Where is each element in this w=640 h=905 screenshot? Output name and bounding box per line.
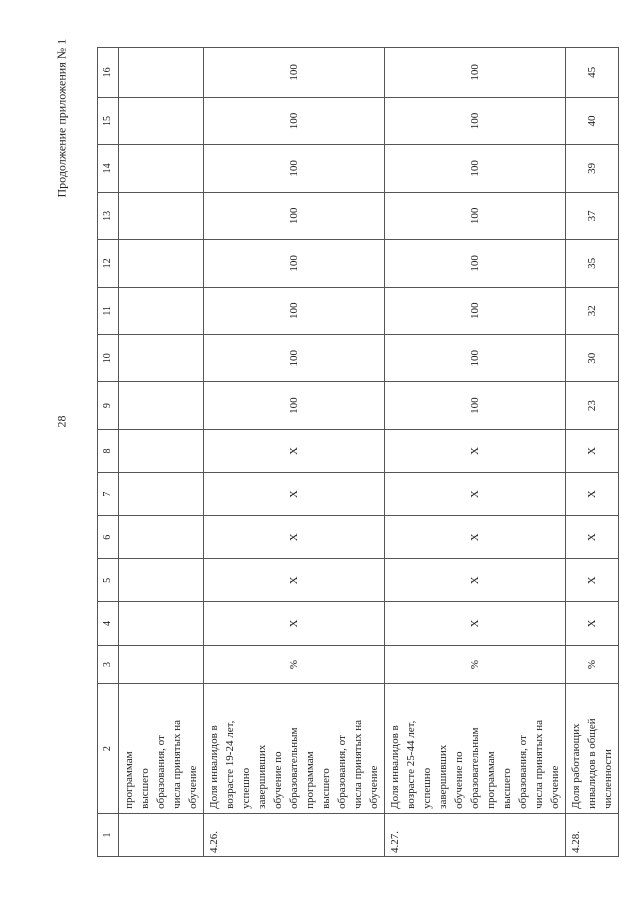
indicator-code-cell: 4.27. — [385, 813, 566, 856]
value-cell: 100 — [385, 334, 566, 381]
value-cell — [119, 334, 204, 381]
value-cell: X — [566, 602, 619, 645]
table-row — [204, 48, 385, 857]
column-number-cell: 5 — [98, 559, 119, 602]
indicator-name-line: программам — [123, 751, 135, 809]
indicator-name-line: образовательным — [469, 727, 481, 809]
page-number: 28 — [54, 415, 69, 428]
unit-cell: % — [204, 645, 385, 684]
indicator-name-line: числа принятых на — [352, 720, 364, 809]
value-cell: X — [385, 516, 566, 559]
table-row — [566, 48, 619, 857]
column-number-cell: 13 — [98, 192, 119, 239]
value-cell: 30 — [566, 334, 619, 381]
unit-cell: % — [385, 645, 566, 684]
value-cell — [119, 473, 204, 516]
value-cell: X — [566, 429, 619, 472]
indicator-code-cell: 4.28. — [566, 813, 619, 856]
value-cell: 100 — [204, 192, 385, 239]
value-cell: 100 — [204, 97, 385, 144]
indicators-table — [97, 47, 619, 857]
value-cell: X — [385, 602, 566, 645]
value-cell: X — [566, 559, 619, 602]
indicator-name-line: образования, от — [517, 735, 529, 809]
indicator-name-line: числа принятых на — [533, 720, 545, 809]
indicator-name-line: обучение — [368, 765, 380, 809]
rotated-table-container — [97, 47, 614, 857]
value-cell: X — [385, 429, 566, 472]
column-number-cell: 2 — [98, 684, 119, 813]
value-cell: 100 — [385, 97, 566, 144]
column-number-cell: 10 — [98, 334, 119, 381]
value-cell — [119, 429, 204, 472]
value-cell: 100 — [204, 48, 385, 98]
column-number-cell: 4 — [98, 602, 119, 645]
indicator-name-line: обучение — [549, 765, 561, 809]
value-cell: X — [204, 516, 385, 559]
value-cell: X — [204, 602, 385, 645]
unit-cell — [119, 645, 204, 684]
value-cell — [119, 559, 204, 602]
column-number-cell: 15 — [98, 97, 119, 144]
value-cell: 32 — [566, 287, 619, 334]
indicator-name-line: возрасте 19-24 лет, — [224, 720, 236, 809]
value-cell: X — [385, 473, 566, 516]
value-cell: 45 — [566, 48, 619, 98]
indicator-name-line: образования, от — [336, 735, 348, 809]
value-cell — [119, 97, 204, 144]
column-number-cell: 1 — [98, 813, 119, 856]
column-number-cell: 12 — [98, 240, 119, 287]
value-cell: 23 — [566, 382, 619, 429]
value-cell — [119, 382, 204, 429]
indicator-name-line: образования, от — [155, 735, 167, 809]
indicator-name-line: Доля инвалидов в — [389, 725, 401, 809]
indicator-name-cell — [385, 684, 566, 813]
column-number-cell: 7 — [98, 473, 119, 516]
value-cell — [119, 192, 204, 239]
value-cell — [119, 240, 204, 287]
value-cell: 100 — [204, 334, 385, 381]
value-cell — [119, 145, 204, 192]
value-cell: 100 — [204, 382, 385, 429]
indicator-name-line: численности — [602, 749, 614, 809]
indicator-name-line: высшего — [320, 768, 332, 809]
indicator-name-line: обучение — [187, 765, 199, 809]
indicator-name-line: завершивших — [437, 744, 449, 809]
value-cell: 100 — [385, 48, 566, 98]
value-cell: X — [204, 559, 385, 602]
value-cell — [119, 287, 204, 334]
value-cell: X — [566, 516, 619, 559]
indicator-name-line: программам — [304, 751, 316, 809]
value-cell — [119, 516, 204, 559]
column-number-cell: 9 — [98, 382, 119, 429]
value-cell: 100 — [385, 240, 566, 287]
value-cell: 100 — [385, 287, 566, 334]
column-number-cell: 8 — [98, 429, 119, 472]
indicator-name-line: высшего — [139, 768, 151, 809]
value-cell: 100 — [204, 145, 385, 192]
indicator-code-cell — [119, 813, 204, 856]
annex-continuation-note: Продолжение приложения № 1 — [54, 38, 69, 198]
indicator-name-line: обучение по — [453, 751, 465, 809]
table-header-row — [98, 48, 119, 857]
unit-cell: % — [566, 645, 619, 684]
indicator-name-line: обучение по — [272, 751, 284, 809]
indicator-name-line: завершивших — [256, 744, 268, 809]
column-number-cell: 6 — [98, 516, 119, 559]
value-cell: 37 — [566, 192, 619, 239]
indicator-name-line: Доля работающих — [570, 723, 582, 809]
indicator-name-line: инвалидов в общей — [586, 718, 598, 809]
value-cell: X — [385, 559, 566, 602]
indicator-name-cell — [566, 684, 619, 813]
value-cell: 100 — [385, 192, 566, 239]
value-cell: X — [204, 473, 385, 516]
indicator-code-cell: 4.26. — [204, 813, 385, 856]
table-row — [119, 48, 204, 857]
value-cell — [119, 602, 204, 645]
indicator-name-line: успешно — [240, 767, 252, 809]
value-cell — [119, 48, 204, 98]
value-cell: X — [566, 473, 619, 516]
column-number-cell: 11 — [98, 287, 119, 334]
value-cell: 35 — [566, 240, 619, 287]
column-number-cell: 3 — [98, 645, 119, 684]
indicator-name-line: высшего — [501, 768, 513, 809]
value-cell: 100 — [385, 382, 566, 429]
indicator-name-line: Доля инвалидов в — [208, 725, 220, 809]
column-number-cell: 14 — [98, 145, 119, 192]
indicator-name-line: успешно — [421, 767, 433, 809]
indicator-name-line: числа принятых на — [171, 720, 183, 809]
indicator-name-line: образовательным — [288, 727, 300, 809]
value-cell: 100 — [385, 145, 566, 192]
value-cell: 39 — [566, 145, 619, 192]
column-number-cell: 16 — [98, 48, 119, 98]
value-cell: 100 — [204, 287, 385, 334]
indicator-name-line: возрасте 25-44 лет, — [405, 720, 417, 809]
value-cell: X — [204, 429, 385, 472]
value-cell: 100 — [204, 240, 385, 287]
indicator-name-cell — [119, 684, 204, 813]
value-cell: 40 — [566, 97, 619, 144]
indicator-name-line: программам — [485, 751, 497, 809]
indicator-name-cell — [204, 684, 385, 813]
table-row — [385, 48, 566, 857]
